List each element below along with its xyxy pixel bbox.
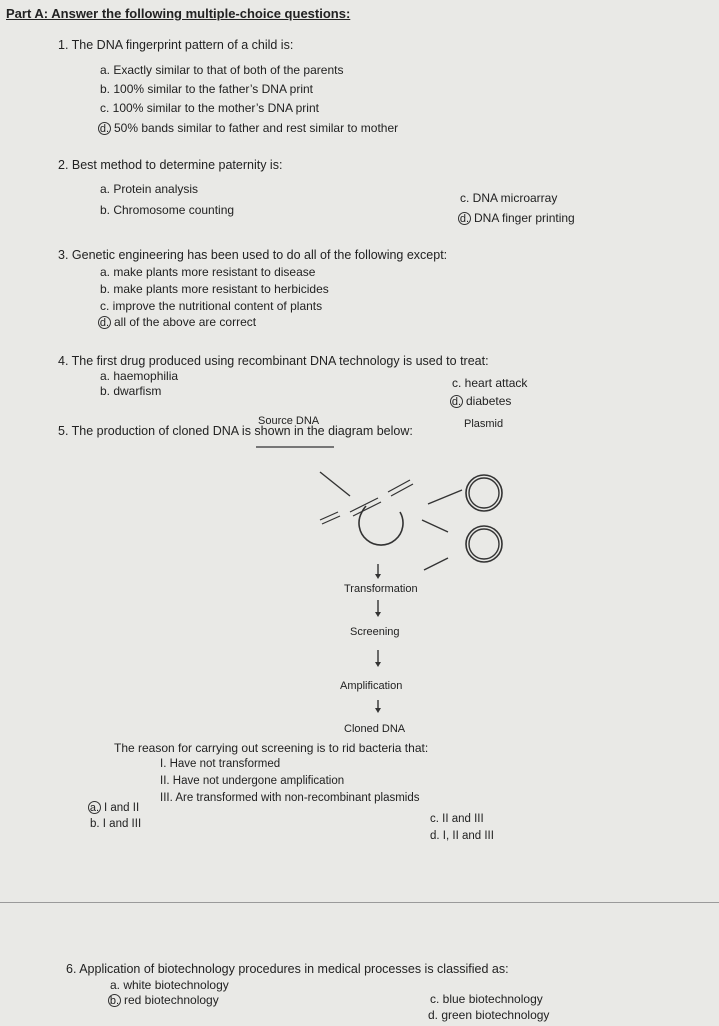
source-dna-label: Source DNA: [258, 415, 320, 427]
section-divider: [0, 902, 719, 903]
plasmid-circle: [469, 529, 499, 559]
q3-option-d: [98, 315, 256, 329]
q2-option-b: b. Chromosome counting: [100, 203, 235, 217]
q5-option-a-text: I and II: [104, 802, 140, 814]
circled-answer-marker: d.: [459, 213, 470, 225]
amplification-label: Amplification: [340, 680, 403, 692]
plasmid-arrow: [428, 490, 462, 504]
dna-fragment: [391, 484, 413, 496]
circled-answer-marker: d.: [99, 123, 110, 135]
q4-option-b: b. dwarfism: [100, 384, 162, 398]
dna-fragment: [322, 516, 340, 524]
source-dna-arrow: [320, 472, 350, 496]
q3-option-a: a. make plants more resistant to disease: [100, 265, 316, 279]
recombinant-plasmid: [359, 512, 403, 545]
q2-option-d-text: DNA finger printing: [474, 211, 575, 225]
q1-option-a: a. Exactly similar to that of both of the parents: [100, 63, 344, 77]
circled-answer-marker: d.: [451, 396, 462, 408]
q6-option-c: c. blue biotechnology: [430, 992, 543, 1006]
q1-option-d: [98, 121, 398, 135]
q6-option-b-text: red biotechnology: [124, 993, 219, 1007]
q1-option-d-text: 50% bands similar to father and rest similar to mother: [114, 121, 399, 135]
q6-option-a: a. white biotechnology: [110, 978, 229, 992]
question-5-text: 5. The production of cloned DNA is shown in the diagram below:: [58, 424, 413, 438]
q1-option-c: c. 100% similar to the mother’s DNA print: [100, 101, 319, 115]
screening-label: Screening: [350, 626, 400, 638]
circled-answer-marker: a.: [89, 802, 100, 814]
question-1-text: 1. The DNA fingerprint pattern of a child is:: [58, 38, 294, 52]
plasmid-arrow: [422, 520, 448, 532]
question-2-text: 2. Best method to determine paternity is:: [58, 158, 283, 172]
transformation-label: Transformation: [344, 583, 418, 595]
q4-option-a: a. haemophilia: [100, 369, 179, 383]
circled-answer-marker: d.: [99, 317, 110, 329]
q5-statement-iii: III. Are transformed with non-recombinant plasmids: [160, 792, 420, 804]
q2-option-a: a. Protein analysis: [100, 182, 199, 196]
plasmid-circle: [469, 478, 499, 508]
q3-option-b: b. make plants more resistant to herbicides: [100, 282, 329, 296]
q5-statement-i: I. Have not transformed: [160, 758, 281, 770]
q4-option-c: c. heart attack: [452, 376, 528, 390]
plasmid-circle: [466, 526, 502, 562]
q5-option-c: c. II and III: [430, 813, 484, 825]
plasmid-circle: [466, 475, 502, 511]
q2-option-d: [458, 211, 575, 225]
q5-stem: The reason for carrying out screening is to rid bacteria that:: [114, 741, 429, 755]
q3-option-c: c. improve the nutritional content of plants: [100, 299, 323, 313]
dna-fragment: [320, 512, 338, 520]
question-6-text: 6. Application of biotechnology procedures in medical processes is classified as:: [66, 962, 509, 976]
dna-fragment: [388, 480, 410, 492]
q6-option-b: [108, 993, 219, 1007]
question-4-text: 4. The first drug produced using recombinant DNA technology is used to treat:: [58, 354, 489, 368]
q5-option-b: b. I and III: [90, 818, 142, 830]
q1-option-b: b. 100% similar to the father’s DNA print: [100, 82, 313, 96]
q5-option-d: d. I, II and III: [430, 830, 494, 842]
q6-option-d: d. green biotechnology: [428, 1008, 550, 1022]
plasmid-arrow: [424, 558, 448, 570]
q3-option-d-text: all of the above are correct: [114, 315, 257, 329]
q5-statement-ii: II. Have not undergone amplification: [160, 775, 345, 787]
circled-answer-marker: b.: [109, 995, 120, 1007]
q4-option-d-text: diabetes: [466, 394, 512, 408]
part-heading: Part A: Answer the following multiple-choice questions:: [6, 6, 351, 21]
plasmid-label: Plasmid: [464, 418, 504, 430]
question-3-text: 3. Genetic engineering has been used to do all of the following except:: [58, 248, 448, 262]
cloning-diagram: [250, 415, 530, 738]
cloned-dna-label: Cloned DNA: [344, 723, 406, 735]
q2-option-c: c. DNA microarray: [460, 191, 558, 205]
q5-option-a: [88, 801, 139, 814]
q4-option-d: [450, 394, 511, 408]
